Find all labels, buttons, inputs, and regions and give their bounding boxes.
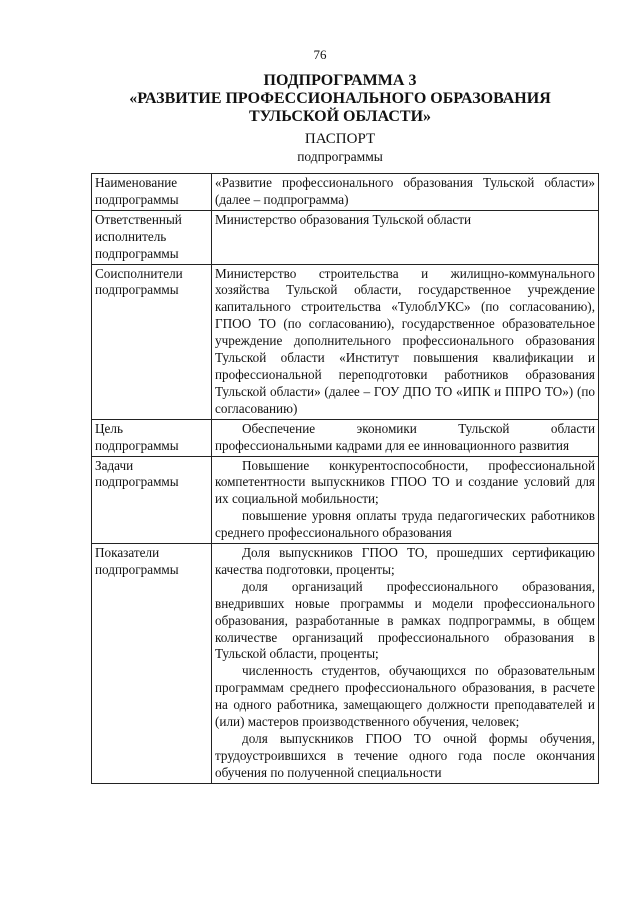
row-label: Цель подпрограммы <box>92 419 212 456</box>
row-label: Соисполнители подпрограммы <box>92 264 212 419</box>
heading-line-1: ПОДПРОГРАММА 3 <box>263 72 417 89</box>
row-value <box>212 264 599 419</box>
table-row-indicators <box>92 544 599 784</box>
passport-subtitle: подпрограммы <box>297 149 383 164</box>
row-value <box>212 210 599 264</box>
heading-line-2: «РАЗВИТИЕ ПРОФЕССИОНАЛЬНОГО ОБРАЗОВАНИЯ <box>129 90 551 107</box>
page-number: 76 <box>313 47 327 62</box>
value-paragraph: Доля выпускников ГПОО ТО, прошедших сертификацию качества подготовки, проценты; <box>215 545 595 577</box>
value-paragraph: Обеспечение экономики Тульской области профессиональными кадрами для ее инновационного развития <box>215 420 595 453</box>
value-paragraph: Министерство образования Тульской области <box>215 211 472 227</box>
passport-title: ПАСПОРТ <box>304 131 376 147</box>
table-row-responsible <box>92 210 599 264</box>
value-paragraph: повышение уровня оплаты труда педагогических работников среднего профессионального образования <box>215 508 595 541</box>
value-paragraph: Министерство строительства и жилищно-коммунального хозяйства Тульской области, государственное учреждение капитального строительства «ТулоблУКС» (по согласованию), ГПОО ТО (по согласованию), государственное образовательное учреждение дополнительного профессионального образования Тульской области «Институт повышения квалификации и профессиональной переподготовки работников образования Тульской области» (далее – ГОУ ДПО ТО «ИПК и ППРО ТО») (по согласованию) <box>215 265 595 416</box>
row-value <box>212 419 599 456</box>
table-row-goal <box>92 419 599 456</box>
row-value <box>212 456 599 544</box>
table-row-coexecutors <box>92 264 599 419</box>
subprogram-heading <box>0 72 640 126</box>
passport-heading <box>0 130 640 165</box>
value-paragraph: Повышение конкурентоспособности, профессиональной компетентности выпускников ГПОО ТО и создание условий для их социальной мобильности; <box>215 457 595 507</box>
heading-line-3: ТУЛЬСКОЙ ОБЛАСТИ» <box>248 108 432 125</box>
row-value <box>212 174 599 211</box>
passport-table <box>91 173 599 784</box>
row-label: Ответственный исполнитель подпрограммы <box>92 210 212 264</box>
value-paragraph: доля организаций профессионального образования, внедривших новые программы и модели профессионального образования, разработанные в рамках подпрограммы, в общем количестве организаций профессионального образования в Тульской области, проценты; <box>215 578 595 662</box>
row-label: Задачи подпрограммы <box>92 456 212 544</box>
row-label: Наименование подпрограммы <box>92 174 212 211</box>
table-row-tasks <box>92 456 599 544</box>
value-paragraph: «Развитие профессионального образования Тульской области» (далее – подпрограмма) <box>215 175 595 207</box>
table-row-name <box>92 174 599 211</box>
row-value <box>212 544 599 784</box>
value-paragraph: доля выпускников ГПОО ТО очной формы обучения, трудоустроившихся в течение одного года после окончания обучения по полученной специальности <box>215 731 595 780</box>
value-paragraph: численность студентов, обучающихся по образовательным программам среднего профессионального образования, в расчете на одного работника, замещающего должности преподавателей и (или) мастеров производственного обучения, человек; <box>215 663 595 730</box>
row-label: Показатели подпрограммы <box>92 544 212 784</box>
